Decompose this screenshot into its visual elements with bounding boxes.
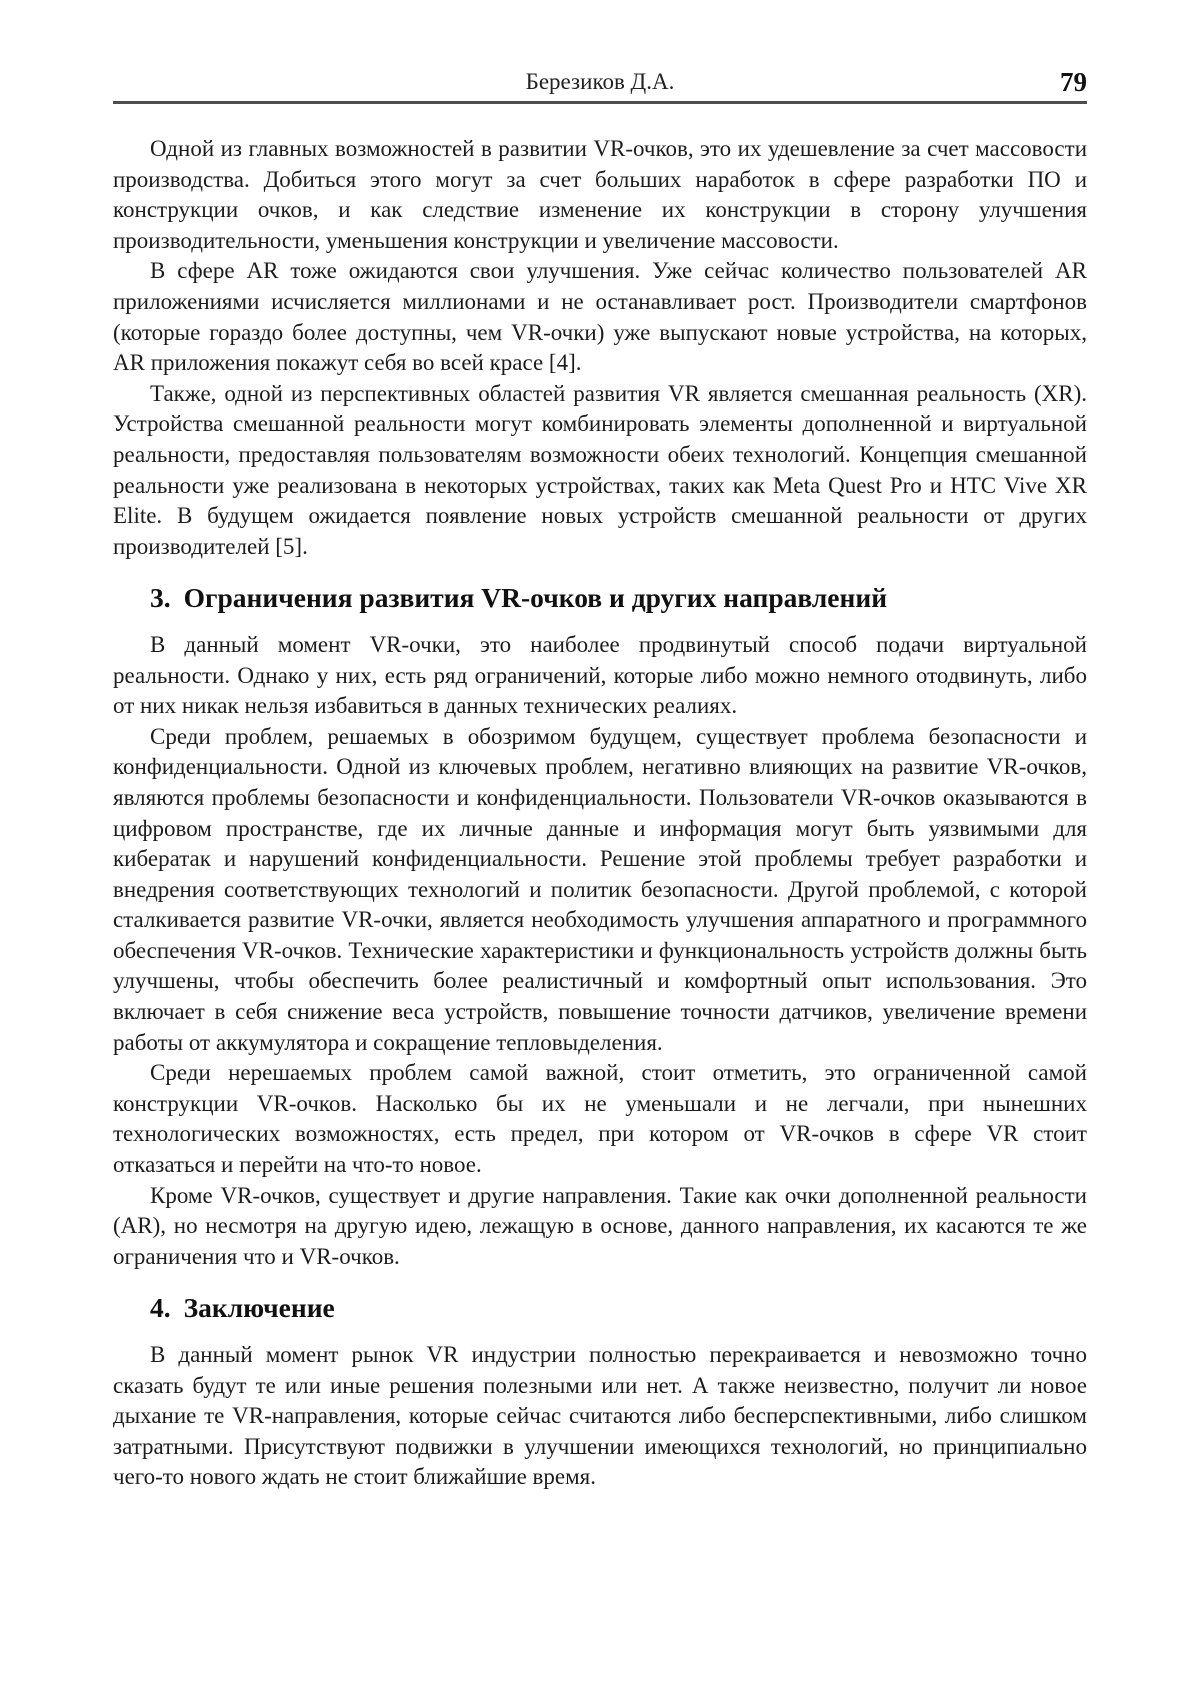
body-paragraph: Одной из главных возможностей в развитии VR-очков, это их удешевление за счет массовости производства. Добиться этого могут за счет больших наработок в сфере разработки ПО и конструкции очков, и как следствие изменение их конструкции в сторону улучшения производительности, уменьшения конструкции и увеличение массовости. [113, 136, 1087, 253]
section-title: Ограничения развития VR-очков и других направлений [183, 582, 888, 614]
section-number: 3. [150, 582, 171, 614]
page-header [113, 0, 1087, 104]
section-title: Заключение [183, 1292, 335, 1324]
body-paragraph: Среди нерешаемых проблем самой важной, стоит отметить, это ограниченной самой конструкции VR-очков. Насколько бы их не уменьшали и не легчали, при нынешних технологических возможностях, есть предел, при котором от VR-очков в сфере VR стоит отказаться и перейти на что-то новое. [113, 1060, 1087, 1178]
page-number: 79 [1060, 67, 1087, 97]
body-paragraph: Кроме VR-очков, существует и другие направления. Такие как очки дополненной реальности (AR), но несмотря на другую идею, лежащую в основе, данного направления, их касаются те же ограничения что и VR-очков. [113, 1182, 1087, 1269]
running-head-author: Березиков Д.А. [525, 69, 675, 94]
section-heading-4 [113, 1292, 1087, 1324]
page-body [113, 134, 1087, 1493]
body-paragraph: В сфере AR тоже ожидаются свои улучшения. Уже сейчас количество пользователей AR приложениями исчисляется миллионами и не останавливает рост. Производители смартфонов (которые гораздо более доступны, чем VR-очки) уже выпускают новые устройства, на которых, AR приложения покажут себя во всей красе [4]. [113, 258, 1087, 376]
body-paragraph: Также, одной из перспективных областей развития VR является смешанная реальность (XR). Устройства смешанной реальности могут комбинировать элементы дополненной и виртуальной реальности, предоставляя пользователям возможности обеих технологий. Концепция смешанной реальности уже реализована в некоторых устройствах, таких как Meta Quest Pro и HTC Vive XR Elite. В будущем ожидается появление новых устройств смешанной реальности от других производителей [5]. [113, 380, 1087, 559]
body-paragraph: Среди проблем, решаемых в обозримом будущем, существует проблема безопасности и конфиденциальности. Одной из ключевых проблем, негативно влияющих на развитие VR-очков, являются проблемы безопасности и конфиденциальности. Пользователи VR-очков оказываются в цифровом пространстве, где их личные данные и информация могут быть уязвимыми для кибератак и нарушений конфиденциальности. Решение этой проблемы требует разработки и внедрения соответствующих технологий и политик безопасности. Другой проблемой, с которой сталкивается развитие VR-очки, является необходимость улучшения аппаратного и программного обеспечения VR-очков. Технические характеристики и функциональность устройств должны быть улучшены, чтобы обеспечить более реалистичный и комфортный опыт использования. Это включает в себя снижение веса устройств, повышение точности датчиков, увеличение времени работы от аккумулятора и сокращение тепловыделения. [113, 723, 1087, 1055]
section-heading-3 [113, 582, 1087, 614]
body-paragraph: В данный момент рынок VR индустрии полностью перекраивается и невозможно точно сказать будут те или иные решения полезными или нет. А также неизвестно, получит ли новое дыхание те VR-направления, которые сейчас считаются либо бесперспективными, либо слишком затратными. Присутствуют подвижки в улучшении имеющихся технологий, но принципиально чего-то нового ждать не стоит ближайшие время. [113, 1342, 1087, 1490]
body-paragraph: В данный момент VR-очки, это наиболее продвинутый способ подачи виртуальной реальности. Однако у них, есть ряд ограничений, которые либо можно немного отодвинуть, либо от них никак нельзя избавиться в данных технических реалиях. [113, 631, 1087, 719]
section-number: 4. [150, 1292, 171, 1324]
